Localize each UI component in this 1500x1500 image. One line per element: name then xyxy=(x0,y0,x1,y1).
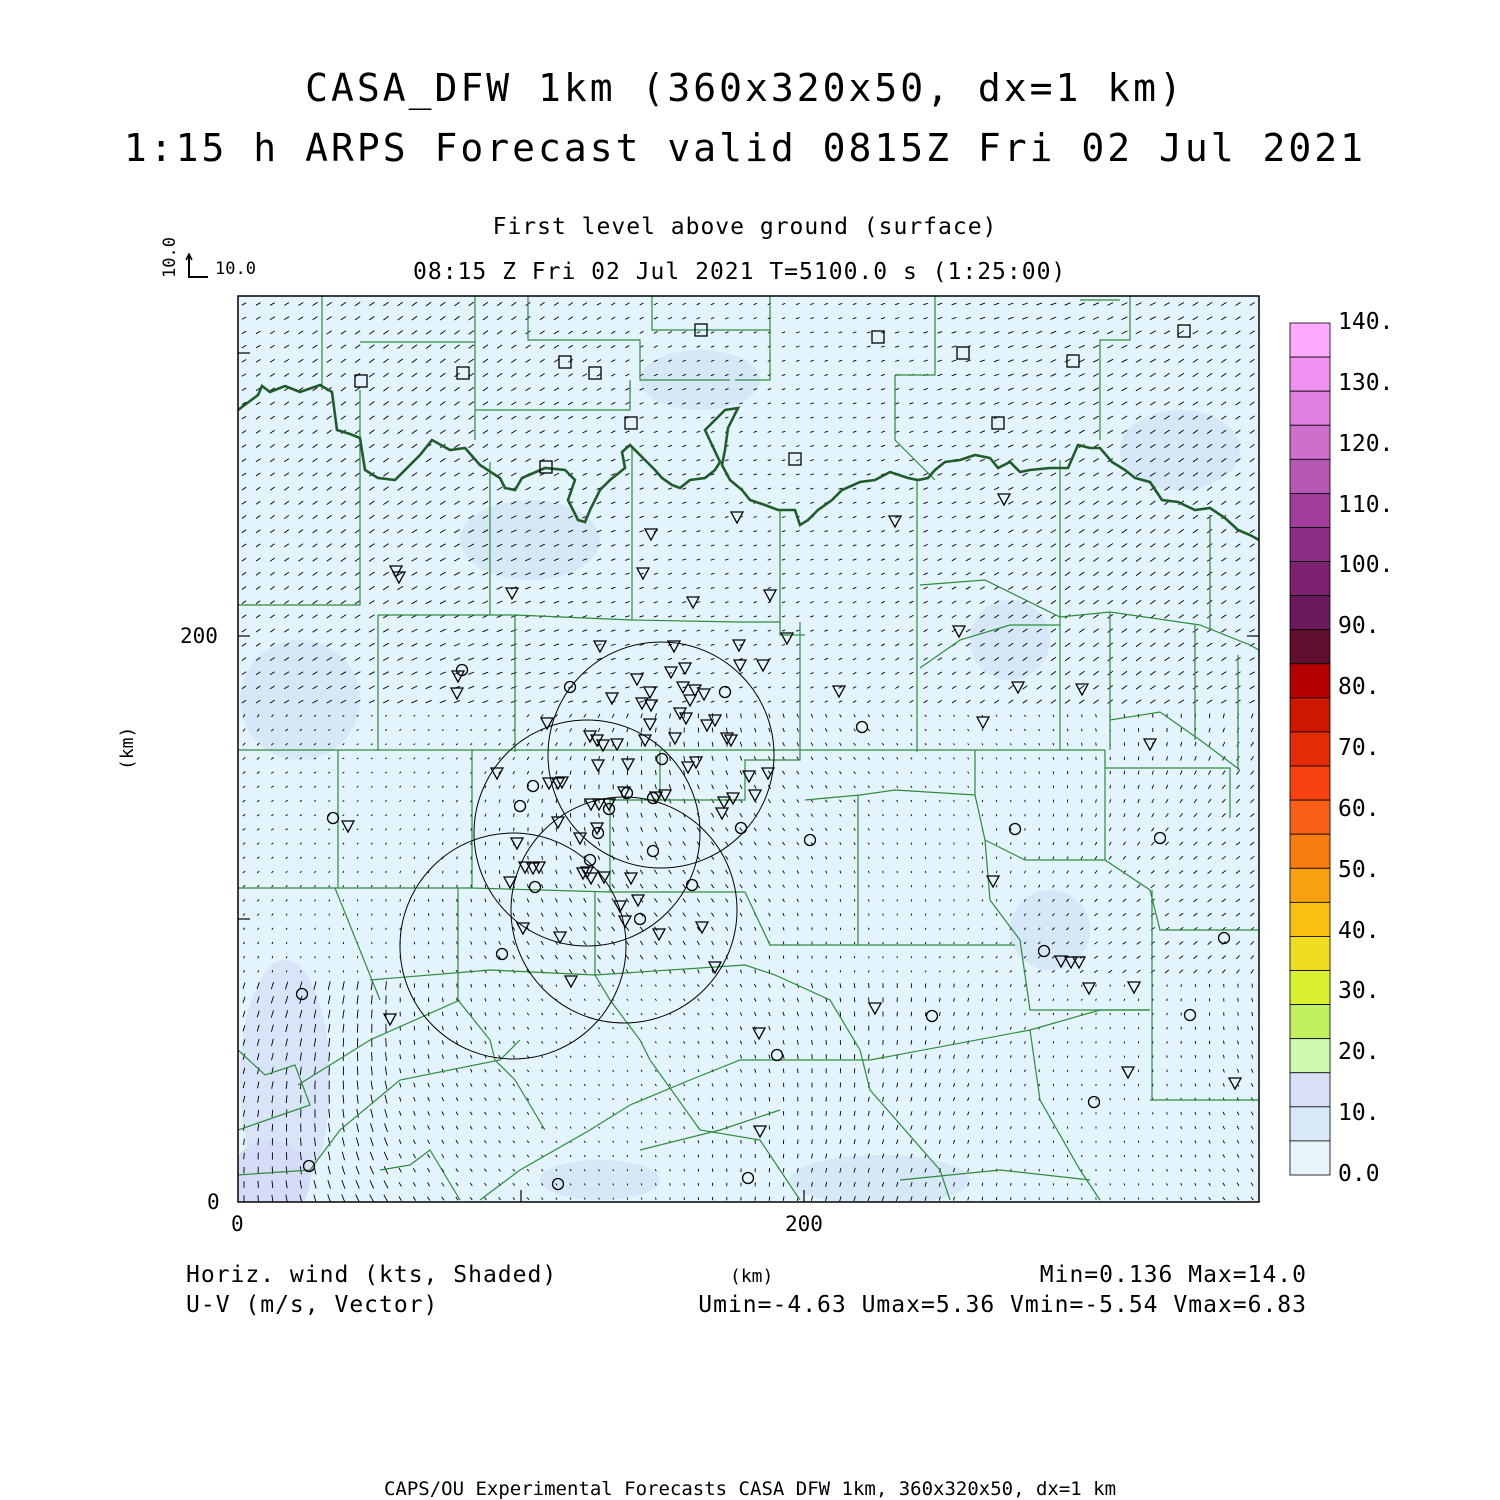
colorbar-label: 60. xyxy=(1338,795,1380,822)
colorbar-swatch xyxy=(1290,1141,1330,1175)
uv-extrema-readout: Umin=-4.63 Umax=5.36 Vmin=-5.54 Vmax=6.83 xyxy=(698,1292,1307,1318)
colorbar-label: 0.0 xyxy=(1338,1161,1380,1187)
colorbar-label: 90. xyxy=(1338,613,1380,640)
colorbar-swatch xyxy=(1290,357,1330,391)
valid-time-line: 08:15 Z Fri 02 Jul 2021 T=5100.0 s (1:25:00) xyxy=(413,259,1067,285)
colorbar-swatch xyxy=(1290,630,1330,664)
colorbar-swatch xyxy=(1290,1073,1330,1107)
colorbar-swatch xyxy=(1290,800,1330,834)
title-line-1: CASA_DFW 1km (360x320x50, dx=1 km) xyxy=(305,66,1185,110)
footer-credit: CAPS/OU Experimental Forecasts CASA DFW 1km, 360x320x50, dx=1 km xyxy=(383,1478,1117,1500)
field-description: Horiz. wind (kts, Shaded) xyxy=(186,1262,558,1288)
colorbar-swatch xyxy=(1290,936,1330,970)
colorbar-swatch xyxy=(1290,698,1330,732)
x-tick-0: 0 xyxy=(231,1212,244,1236)
x-axis-label: (km) xyxy=(730,1266,774,1287)
colorbar-label: 110. xyxy=(1338,491,1394,518)
min-max-readout: Min=0.136 Max=14.0 xyxy=(1039,1262,1307,1288)
colorbar-swatch xyxy=(1290,459,1330,493)
y-tick-0: 0 xyxy=(207,1190,220,1214)
colorbar-label: 120. xyxy=(1338,430,1394,457)
colorbar-swatch xyxy=(1290,493,1330,527)
colorbar-label: 100. xyxy=(1338,552,1394,579)
colorbar-swatch xyxy=(1290,902,1330,936)
colorbar-swatch xyxy=(1290,1005,1330,1039)
colorbar-swatch xyxy=(1290,834,1330,868)
colorbar-swatch xyxy=(1290,562,1330,596)
y-axis-label: (km) xyxy=(117,726,138,770)
colorbar-label: 80. xyxy=(1338,674,1380,701)
colorbar-swatch xyxy=(1290,1039,1330,1073)
colorbar-swatch xyxy=(1290,732,1330,766)
colorbar-swatch xyxy=(1290,323,1330,357)
colorbar-label: 130. xyxy=(1338,369,1394,396)
colorbar-label: 10. xyxy=(1338,1100,1380,1127)
vector-reference-horizontal-label: 10.0 xyxy=(215,259,256,279)
colorbar-label: 30. xyxy=(1338,978,1380,1005)
colorbar-swatch xyxy=(1290,766,1330,800)
level-subtitle: First level above ground (surface) xyxy=(492,214,998,240)
y-tick-200: 200 xyxy=(180,624,218,648)
x-tick-200: 200 xyxy=(785,1212,823,1236)
colorbar-label: 70. xyxy=(1338,735,1380,761)
vector-description: U-V (m/s, Vector) xyxy=(186,1292,439,1318)
colorbar-swatch xyxy=(1290,664,1330,698)
colorbar-swatch xyxy=(1290,527,1330,561)
colorbar-swatch xyxy=(1290,868,1330,902)
title-line-2: 1:15 h ARPS Forecast valid 0815Z Fri 02 Jul 2021 xyxy=(123,126,1367,170)
vector-reference-vertical-label: 10.0 xyxy=(160,237,180,278)
colorbar-label: 20. xyxy=(1338,1039,1380,1066)
colorbar-swatch xyxy=(1290,391,1330,425)
colorbar-label: 40. xyxy=(1338,917,1380,944)
colorbar-swatch xyxy=(1290,596,1330,630)
colorbar-label: 140. xyxy=(1338,309,1394,335)
colorbar-swatch xyxy=(1290,425,1330,459)
colorbar-label: 50. xyxy=(1338,856,1380,883)
colorbar-swatch xyxy=(1290,971,1330,1005)
colorbar-swatch xyxy=(1290,1107,1330,1141)
